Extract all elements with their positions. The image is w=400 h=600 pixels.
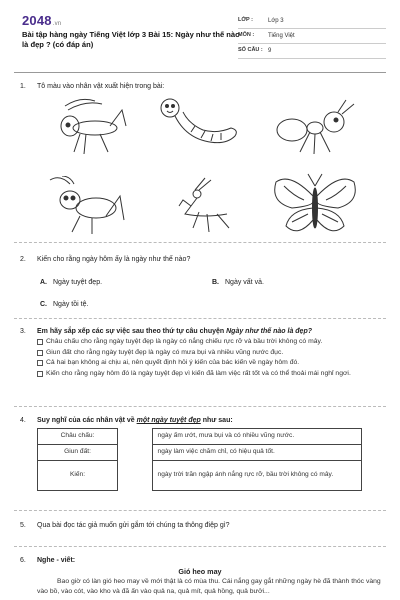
ordering-item[interactable]: Cả hai bạn không ai chịu ai, nên quyết định hỏi ý kiến của bác kiến về ngày hôm đó. [37, 358, 387, 369]
ordering-item[interactable]: Giun đất cho rằng ngày tuyệt đẹp là ngày có mưa bụi và nhiều vũng nước đục. [37, 348, 387, 359]
header-divider [14, 72, 386, 73]
question-4-text: Suy nghĩ của các nhân vật về một ngày tuyệt đẹp như sau: [37, 417, 233, 424]
matching-table [37, 428, 362, 491]
meta-row-subject: MÔN : Tiếng Việt [238, 29, 386, 44]
table-row: Châu chấu: ngày ấm ướt, mưa bụi và có nhiều vũng nước. [38, 429, 362, 445]
checkbox[interactable] [37, 360, 43, 366]
meta-row-class: LỚP : Lớp 3 [238, 14, 386, 29]
insect-images [40, 96, 370, 246]
table-row: Kiến: ngày trời trăn ngập ánh nắng rực rỡ, bầu trời không có mây. [38, 460, 362, 490]
divider [14, 242, 386, 243]
poem-text: Bao giờ có làn gió heo may về mới thật là có mùa thu. Cái nắng gay gắt những ngày hè đã thành thóc vàng vào bồ, vào cót, vào kho và đã ấn vào quả na, quả mít, quả hồng, quả bưởi... [37, 578, 381, 596]
question-1-text: Tô màu vào nhân vật xuất hiện trong bài: [37, 83, 165, 90]
option-a[interactable]: A. Ngày tuyệt đẹp. [40, 279, 103, 286]
ordering-list [37, 337, 387, 379]
grasshopper-image [40, 96, 130, 158]
meta-table [238, 14, 386, 59]
ordering-item[interactable]: Châu chấu cho rằng ngày tuyệt đẹp là ngày có nắng chiếu rực rỡ và bầu trời không có mây. [37, 337, 387, 348]
divider [14, 406, 386, 407]
cricket-image [40, 176, 130, 238]
divider [14, 546, 386, 547]
butterfly-image [270, 172, 360, 234]
worm-image [155, 96, 245, 158]
ant-image [270, 96, 360, 158]
meta-row-count: SỐ CÂU : 9 [238, 44, 386, 59]
question-6-text: Nghe - viết: [37, 557, 76, 564]
checkbox[interactable] [37, 350, 43, 356]
divider [14, 318, 386, 319]
checkbox[interactable] [37, 371, 43, 377]
site-logo[interactable]: 2048.vn [22, 13, 62, 28]
document-title: Bài tập hàng ngày Tiếng Việt lớp 3 Bài 15: Ngày như thế nào là đẹp ? (có đáp án) [22, 30, 240, 49]
table-row: Giun đất: ngày làm việc chăm chỉ, có hiệu quả tốt. [38, 444, 362, 460]
page-header [14, 12, 386, 62]
question-2-text: Kiến cho rằng ngày hôm ấy là ngày như thế nào? [37, 256, 191, 263]
question-3-text: Em hãy sắp xếp các sự việc sau theo thứ tự câu chuyện Ngày như thế nào là đẹp? [37, 328, 313, 335]
mantis-image [155, 176, 245, 238]
question-5-text: Qua bài đọc tác giả muốn gửi gắm tới chúng ta thông điệp gì? [37, 522, 230, 529]
option-b[interactable]: B. Ngày vất vả. [212, 279, 264, 286]
option-c[interactable]: C. Ngày tồi tệ. [40, 301, 89, 308]
divider [14, 510, 386, 511]
poem-title: Gió heo may [178, 567, 222, 576]
checkbox[interactable] [37, 339, 43, 345]
ordering-item[interactable]: Kiến cho rằng ngày hôm đó là ngày tuyệt đẹp vì kiến đã làm việc rất tốt và có thể thoải mái nghỉ ngơi. [37, 369, 387, 380]
